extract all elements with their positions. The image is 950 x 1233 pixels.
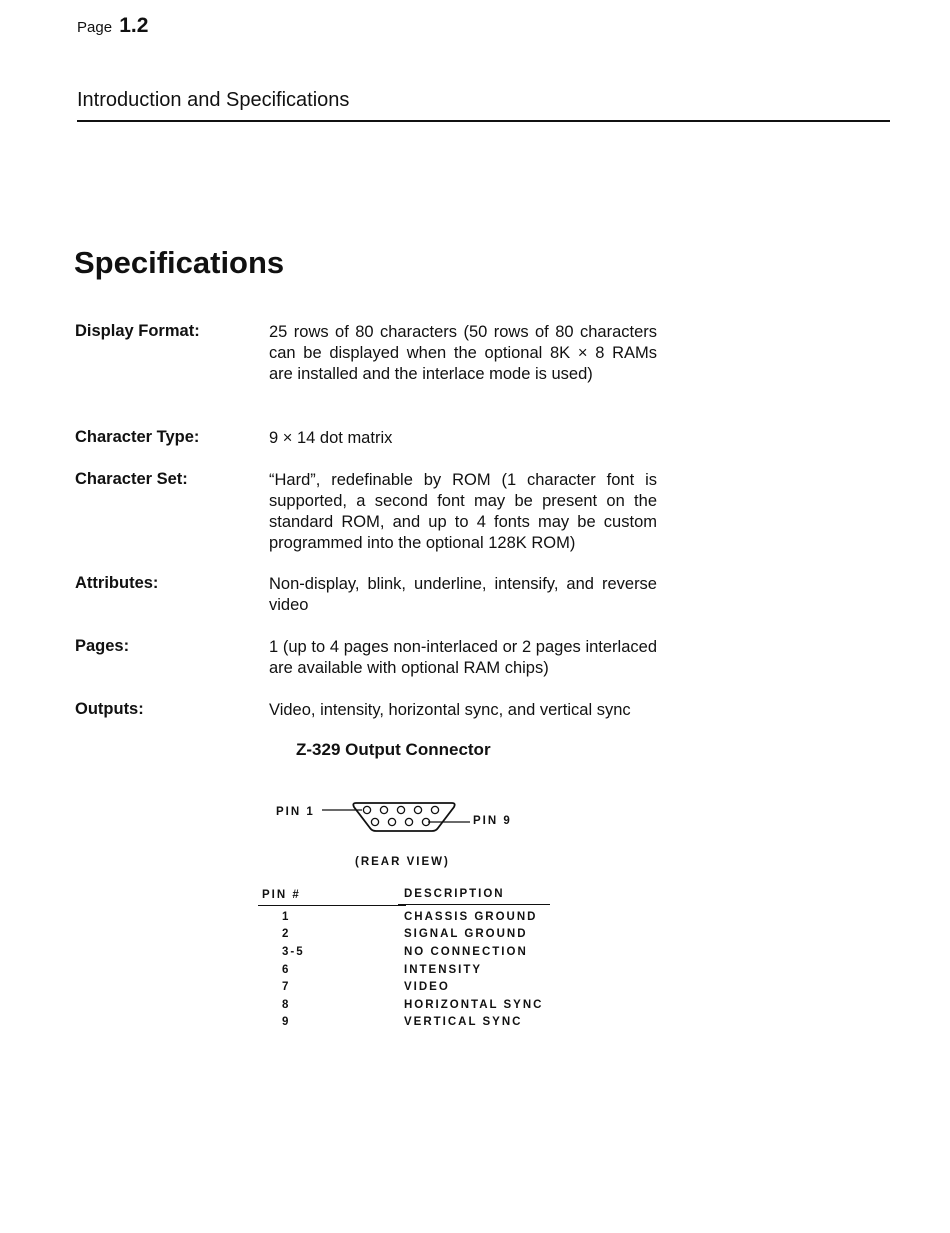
pin-hole (363, 806, 370, 813)
pin-number: 8 (282, 998, 291, 1011)
pin-9-label: PIN 9 (473, 815, 512, 827)
pin-number: 9 (282, 1016, 291, 1029)
spec-term-attributes: Attributes: (75, 574, 159, 592)
pin-description: VERTICAL SYNC (404, 1016, 523, 1029)
pin-hole (388, 818, 395, 825)
pin-description: INTENSITY (404, 963, 483, 976)
pin-description: NO CONNECTION (404, 945, 528, 958)
spec-term-display-format: Display Format: (75, 322, 200, 340)
page-number-value: 1.2 (119, 14, 149, 37)
pin-column-header: PIN # (262, 889, 301, 901)
pin-hole (414, 806, 421, 813)
pin-hole (405, 818, 412, 825)
page-title: Specifications (74, 245, 285, 280)
pin-number: 6 (282, 963, 291, 976)
pin-hole (371, 818, 378, 825)
connector-title: Z-329 Output Connector (296, 740, 491, 759)
table-row (260, 943, 543, 961)
table-row (260, 926, 543, 944)
pin-number: 1 (282, 910, 291, 923)
section-header: Introduction and Specifications (77, 89, 350, 111)
description-column-header: DESCRIPTION (404, 888, 505, 900)
spec-desc-outputs: Video, intensity, horizontal sync, and vertical sync (269, 701, 631, 719)
pin-description: HORIZONTAL SYNC (404, 998, 544, 1011)
spec-desc-pages: 1 (up to 4 pages non-interlaced or 2 pages interlaced are available with optional RAM chips) (269, 638, 657, 677)
spec-term-outputs: Outputs: (75, 700, 144, 718)
pin-header-rule (258, 905, 406, 906)
table-row (260, 1014, 543, 1032)
spec-term-character-set: Character Set: (75, 470, 188, 488)
pin-description: VIDEO (404, 981, 450, 994)
table-row (260, 978, 543, 996)
pin-number: 7 (282, 981, 291, 994)
page-number (77, 14, 148, 38)
spec-desc-character-type: 9 × 14 dot matrix (269, 429, 393, 447)
pin-description: SIGNAL GROUND (404, 928, 528, 941)
description-header-rule (398, 904, 550, 905)
spec-desc-character-set: “Hard”, redefinable by ROM (1 character font is supported, a second font may be present on the standard ROM, and up to 4 fonts may be custom programmed into the optional 128K ROM) (269, 471, 657, 552)
pin-description: CHASSIS GROUND (404, 910, 538, 923)
pin-table (260, 908, 543, 1031)
spec-term-character-type: Character Type: (75, 428, 200, 446)
spec-term-pages: Pages: (75, 637, 130, 655)
pin-1-label: PIN 1 (276, 806, 315, 818)
section-divider (77, 120, 890, 122)
pin-number: 3-5 (282, 945, 305, 958)
table-row (260, 996, 543, 1014)
table-row (260, 961, 543, 979)
pin-hole (397, 806, 404, 813)
pin-hole (431, 806, 438, 813)
rear-view-label: (REAR VIEW) (355, 856, 450, 868)
pin-hole (380, 806, 387, 813)
spec-desc-attributes: Non-display, blink, underline, intensify, and reverse video (269, 575, 657, 614)
pin-number: 2 (282, 928, 291, 941)
db9-connector-diagram (320, 795, 480, 840)
spec-desc-display-format: 25 rows of 80 characters (50 rows of 80 characters can be displayed when the optional 8K × 8 RAMs are installed and the interlace mode is used) (269, 323, 657, 383)
table-row (260, 908, 543, 926)
page-label-text: Page (77, 19, 113, 36)
